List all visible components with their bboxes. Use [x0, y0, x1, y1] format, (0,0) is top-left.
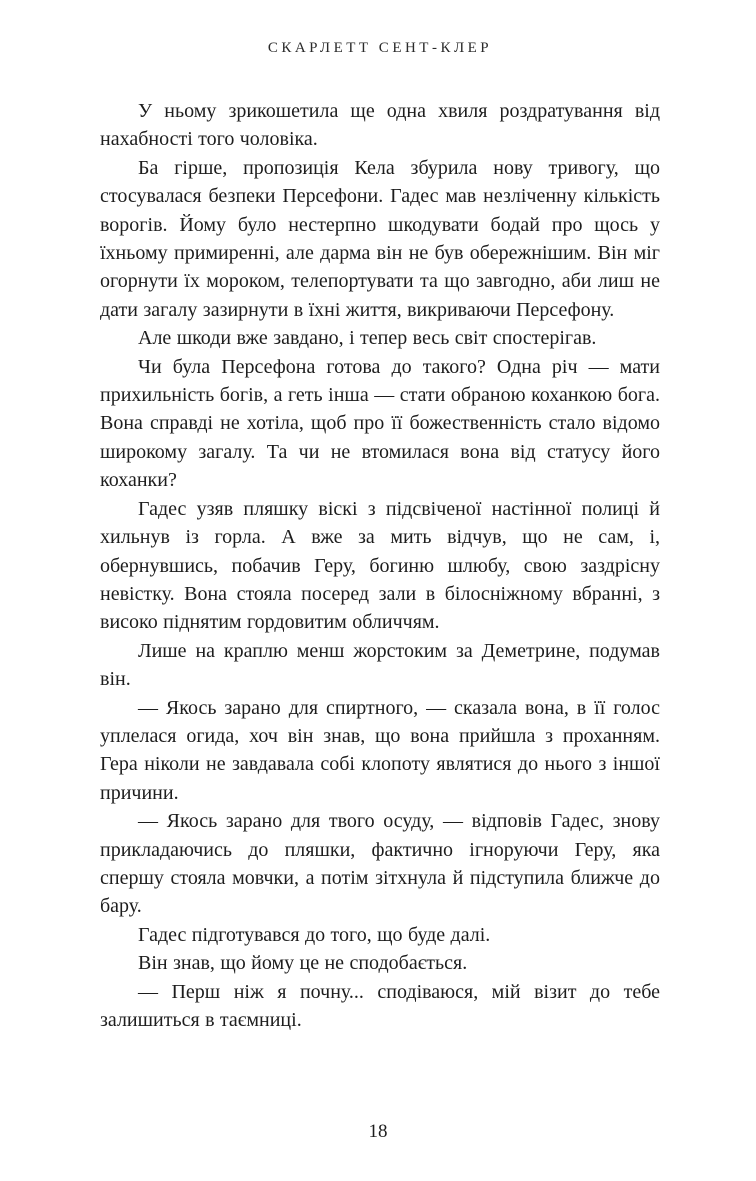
page-number: 18 [368, 1121, 388, 1142]
paragraph: Гадес узяв пляшку віскі з підсвіченої настінної полиці й хильнув із горла. А вже за мить відчув, що не сам, і, обернувшись, побачив Геру, богиню шлюбу, свою заздрісну невістку. Вона стояла посеред зали в білосніжному вбранні, з високо піднятим гордовитим обличчям. [100, 497, 660, 634]
running-header: СКАРЛЕТТ СЕНТ-КЛЕР [267, 40, 493, 56]
paragraph: Він знав, що йому це не сподобається. [138, 952, 468, 975]
paragraph: Гадес підготувався до того, що буде далі. [138, 923, 491, 946]
page-body [100, 97, 660, 1034]
paragraph: Чи була Персефона готова до такого? Одна річ — мати прихильність богів, а геть інша — стати обраною коханкою бога. Вона справді не хотіла, щоб про її божественність стало відомо широкому загалу. Та чи не втомилася вона від статусу його коханки? [100, 355, 660, 492]
paragraph: Ба гірше, пропозиція Кела збурила нову тривогу, що стосувалася безпеки Персефони. Гадес мав незліченну кількість ворогів. Йому було нестерпно шкодувати бодай про щось у їхньому примиренні, але дарма він не був обережнішим. Він міг огорнути їх мороком, телепортувати та що завгодно, аби лиш не дати загалу зазирнути в їхні життя, викриваючи Персефону. [100, 156, 660, 321]
paragraph: — Якось зарано для твого осуду, — відповів Гадес, знову прикладаючись до пляшки, фактично ігноруючи Геру, яка спершу стояла мовчки, а потім зітхнула й підступила ближче до бару. [100, 810, 660, 918]
paragraph: — Якось зарано для спиртного, — сказала вона, в її голос уплелася огида, хоч він знав, що вона прийшла з проханням. Гера ніколи не завдавала собі клопоту являтися до нього з іншої причини. [100, 696, 660, 804]
paragraph: — Перш ніж я почну... сподіваюся, мій візит до тебе залишиться в таємниці. [100, 980, 660, 1031]
paragraph: Лише на краплю менш жорстоким за Деметрине, подумав він. [100, 639, 660, 691]
paragraph: У ньому зрикошетила ще одна хвиля роздратування від нахабності того чоловіка. [100, 100, 660, 151]
paragraph: Але шкоди вже завдано, і тепер весь світ спостерігав. [138, 327, 597, 350]
